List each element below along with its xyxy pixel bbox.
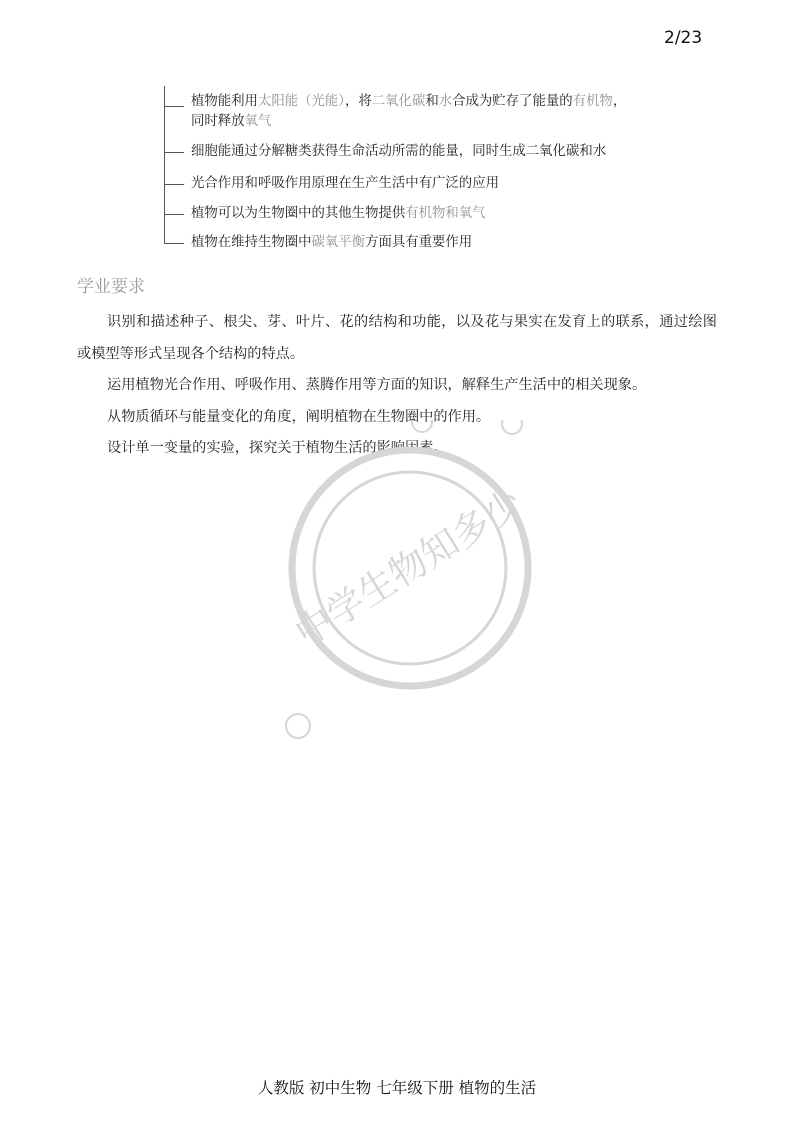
highlight-term: 碳氧平衡 xyxy=(311,235,366,250)
highlight-term: 水 xyxy=(438,94,453,109)
page-number: 2/23 xyxy=(664,28,703,48)
page-footer: 人教版 初中生物 七年级下册 植物的生活 xyxy=(257,1079,537,1097)
highlight-term: 二氧化碳 xyxy=(371,94,426,109)
branch-line xyxy=(191,112,626,132)
branch-connector xyxy=(164,214,184,215)
branch-text xyxy=(191,142,606,162)
watermark-stamp xyxy=(260,420,560,740)
branch-line xyxy=(191,233,472,253)
tree-trunk-line xyxy=(164,86,165,243)
text-segment: 细胞能通过分解糖类获得生命活动所需的能量，同时生成二氧化碳和水 xyxy=(191,144,607,159)
branch-line xyxy=(191,204,486,224)
text-segment: 光合作用和呼吸作用原理在生产生活中有广泛的应用 xyxy=(191,176,499,191)
text-segment: 植物可以为生物圈中的其他生物提供 xyxy=(191,206,406,221)
branch-text xyxy=(191,92,626,132)
branch-text xyxy=(191,233,472,253)
text-segment: 植物能利用 xyxy=(191,94,258,109)
branch-text xyxy=(191,174,499,194)
text-segment: ， xyxy=(612,94,627,109)
highlight-term: 有机物 xyxy=(572,94,613,109)
text-segment: 和 xyxy=(425,94,439,109)
branch-line xyxy=(191,142,606,162)
requirement-item: 设计单一变量的实验，探究关于植物生活的影响因素。 xyxy=(107,440,448,456)
highlight-term: 太阳能（光能） xyxy=(257,94,345,109)
branch-connector xyxy=(164,106,184,107)
text-segment: 植物在维持生物圈中 xyxy=(191,235,312,250)
branch-line xyxy=(191,174,499,194)
text-segment: 合成为贮存了能量的 xyxy=(452,94,573,109)
branch-connector xyxy=(164,184,184,185)
requirement-item: 识别和描述种子、根尖、芽、叶片、花的结构和功能，以及花与果实在发育上的联系，通过绘图或模型等形式呈现各个结构的特点。 xyxy=(77,314,717,362)
requirement-item: 运用植物光合作用、呼吸作用、蒸腾作用等方面的知识，解释生产生活中的相关现象。 xyxy=(107,377,647,393)
watermark-text: 中学生物知多少 xyxy=(287,481,530,655)
branch-text xyxy=(191,204,486,224)
text-segment: 方面具有重要作用 xyxy=(365,235,473,250)
branch-connector xyxy=(164,152,184,153)
branch-line xyxy=(191,92,626,112)
highlight-term: 氧气 xyxy=(244,114,272,129)
text-segment: ，将 xyxy=(345,94,372,109)
text-segment: 同时释放 xyxy=(191,114,245,129)
highlight-term: 有机物和氧气 xyxy=(405,206,486,221)
requirement-item: 从物质循环与能量变化的角度，阐明植物在生物圈中的作用。 xyxy=(107,408,491,425)
section-title: 学业要求 xyxy=(77,277,145,297)
branch-connector xyxy=(164,243,184,244)
